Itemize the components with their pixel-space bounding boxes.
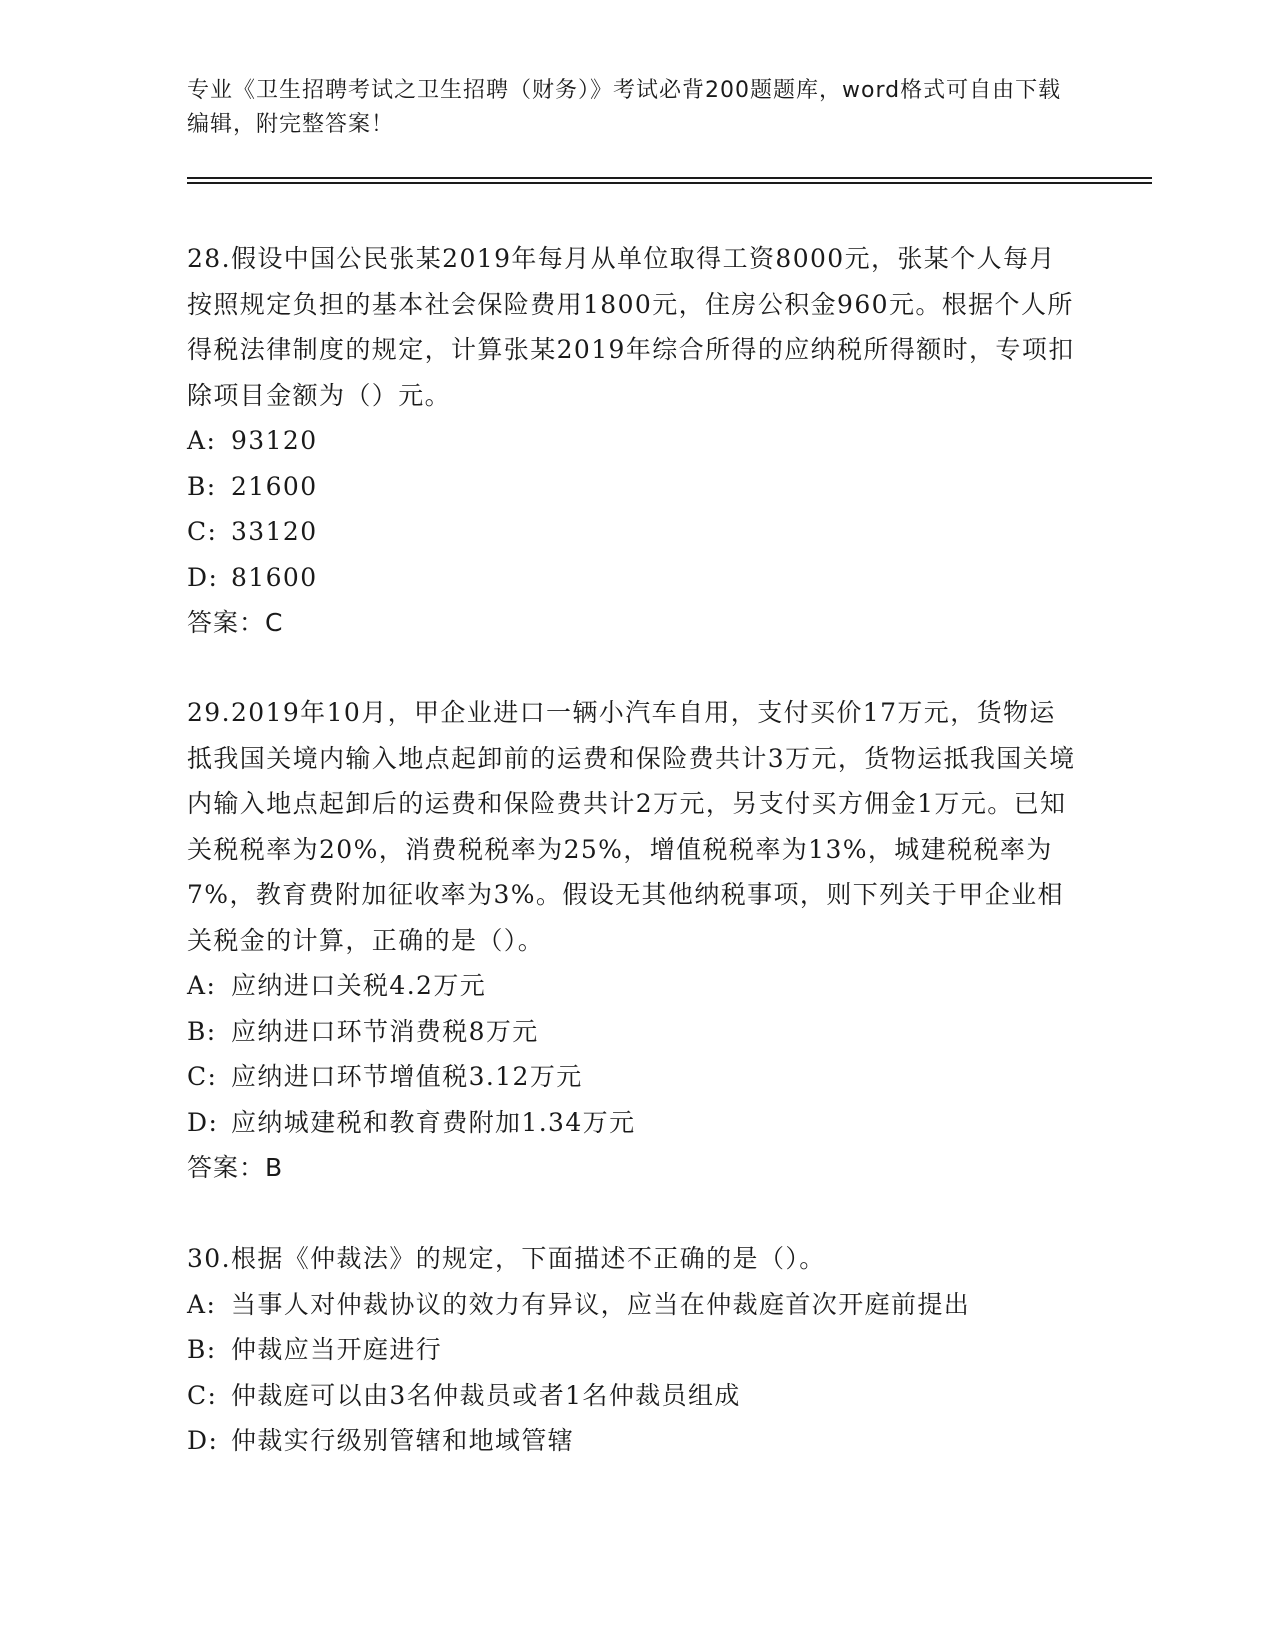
option-letter: C: [187, 517, 218, 546]
option-text: 仲裁庭可以由3名仲裁员或者1名仲裁员组成 [231, 1380, 741, 1410]
option-text: 仲裁实行级别管辖和地域管辖 [231, 1426, 575, 1455]
option-b [187, 1327, 1082, 1373]
option-text: 当事人对仲裁协议的效力有异议，应当在仲裁庭首次开庭前提出 [231, 1289, 971, 1319]
answer-line: 答案：B [187, 1153, 284, 1182]
option-text: 93120 [231, 426, 318, 455]
option-b [187, 1009, 1082, 1055]
option-a [187, 963, 1082, 1009]
option-letter: A: [187, 1289, 217, 1319]
option-a [187, 418, 1082, 464]
option-text: 仲裁应当开庭进行 [231, 1335, 443, 1364]
option-list [187, 963, 1082, 1145]
option-letter: D: [187, 1426, 219, 1455]
question-stem: 28.假设中国公民张某2019年每月从单位取得工资8000元，张某个人每月按照规定负担的基本社会保险费用1800元，住房公积金960元。根据个人所得税法律制度的规定，计算张某2019年综合所得的应纳税所得额时，专项扣除项目金额为（）元。 [187, 244, 1075, 410]
option-d [187, 1100, 1082, 1146]
option-letter: C: [187, 1062, 218, 1091]
option-text: 21600 [231, 471, 318, 501]
option-letter: B: [187, 471, 217, 501]
question-30 [187, 1236, 1082, 1464]
document-header: 专业《卫生招聘考试之卫生招聘（财务）》考试必背200题题库，word格式可自由下载编辑，附完整答案！ [187, 78, 1062, 137]
option-letter: A: [187, 971, 217, 1000]
option-c [187, 1373, 1082, 1419]
option-text: 33120 [231, 517, 318, 546]
option-b [187, 464, 1082, 510]
option-a [187, 1282, 1082, 1328]
option-letter: A: [187, 426, 217, 455]
option-text: 81600 [231, 562, 318, 592]
question-28 [187, 236, 1082, 646]
answer-line: 答案：C [187, 608, 284, 637]
question-stem: 29.2019年10月，甲企业进口一辆小汽车自用，支付买价17万元，货物运抵我国关境内输入地点起卸前的运费和保险费共计3万元，货物运抵我国关境内输入地点起卸后的运费和保险费共计2万元，另支付买方佣金1万元。已知关税税率为20%，消费税税率为25%，增值税税率为13%，城建税税率为7%，教育费附加征收率为3%。假设无其他纳税事项，则下列关于甲企业相关税金的计算，正确的是（）。 [187, 698, 1076, 955]
option-c [187, 509, 1082, 555]
option-text: 应纳进口环节增值税3.12万元 [231, 1062, 583, 1091]
option-text: 应纳进口环节消费税8万元 [231, 1016, 539, 1046]
option-text: 应纳城建税和教育费附加1.34万元 [231, 1107, 636, 1137]
option-d [187, 1418, 1082, 1464]
option-letter: D: [187, 562, 219, 592]
option-list [187, 418, 1082, 600]
option-list [187, 1282, 1082, 1464]
option-text: 应纳进口关税4.2万元 [231, 971, 487, 1000]
option-c [187, 1054, 1082, 1100]
option-letter: C: [187, 1380, 218, 1410]
option-letter: B: [187, 1016, 217, 1046]
option-letter: B: [187, 1335, 217, 1364]
header-divider-bottom [187, 182, 1152, 184]
option-d [187, 555, 1082, 601]
option-letter: D: [187, 1107, 219, 1137]
header-divider-top [187, 177, 1152, 179]
question-29 [187, 690, 1082, 1191]
question-stem: 30.根据《仲裁法》的规定，下面描述不正确的是（）。 [187, 1244, 826, 1273]
